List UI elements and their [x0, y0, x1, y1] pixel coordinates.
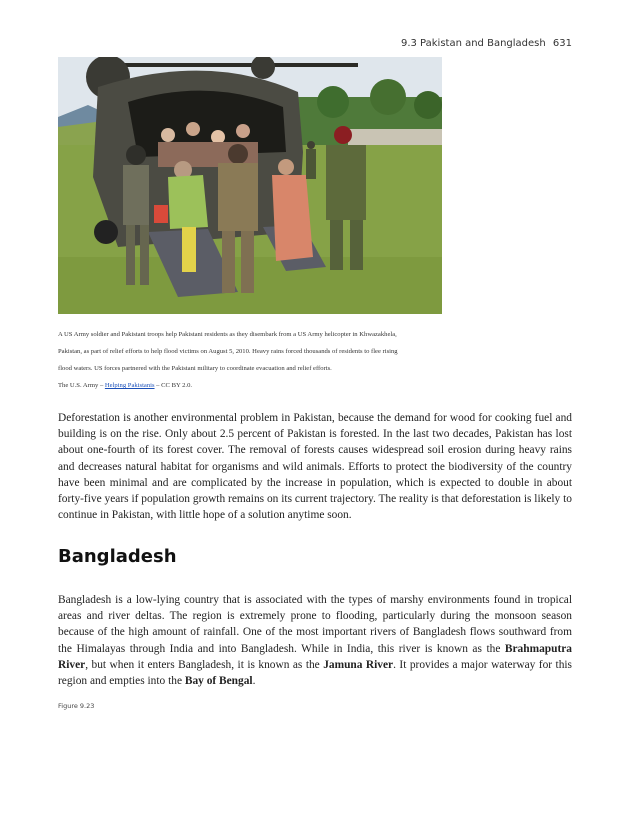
term-jamuna: Jamuna River	[323, 658, 394, 671]
section-heading: Bangladesh	[58, 546, 177, 567]
paragraph-text: Bangladesh is a low-lying country that is associated with the types of marshy environments found in tropical areas and river deltas. The region is extremely prone to flooding, particularly during the monsoon season because of the high amount of rainfall. One of the most important rivers of Bangladesh flows southward from the Himalayas through India and into Bangladesh. While in India, this river is known as the	[58, 594, 572, 655]
body-paragraph-deforestation: Deforestation is another environmental problem in Pakistan, because the demand for wood for cooking fuel and building is on the rise. Only about 2.5 percent of Pakistan is forested. In the last two decades, Pakistan has lost about one-fourth of its forest cover. The removal of forests causes widespread soil erosion during heavy rains and decreases natural habitat for organisms and wild animals. Efforts to protect the biodiversity of the country have been minimal and are complicated by the increase in population, which is expected to double in about forty-five years if population growth remains on its current trajectory. The reality is that deforestation is likely to continue in Pakistan, with little hope of a solution anytime soon.	[58, 412, 572, 522]
term-brahmaputra: Brahmaputra River	[58, 642, 572, 671]
page-number: 631	[552, 38, 572, 49]
caption-line: A US Army soldier and Pakistani troops help Pakistani residents as they disembark from a US Army helicopter in Khwazakhela,	[58, 331, 397, 338]
figure-caption	[58, 326, 458, 377]
caption-line: Pakistan, as part of relief efforts to help flood victims on August 5, 2010. Heavy rains forced thousands of residents to flee rising	[58, 348, 398, 355]
figure-label: Figure 9.23	[58, 702, 95, 710]
term-bay-of-bengal: Bay of Bengal	[184, 675, 253, 688]
figure-photo	[58, 57, 442, 314]
credit-suffix: – CC BY 2.0.	[154, 382, 193, 389]
body-paragraph-bangladesh	[58, 592, 572, 689]
section-reference: 9.3 Pakistan and Bangladesh	[400, 38, 546, 49]
paragraph-text: . It provides a major waterway for this region and empties into the	[58, 658, 572, 688]
credit-prefix: The U.S. Army –	[58, 382, 105, 389]
paragraph-text: , but when it enters Bangladesh, it is known as the	[85, 658, 324, 671]
running-header	[401, 38, 572, 49]
caption-line: flood waters. US forces partnered with the Pakistani military to coordinate evacuation and relief efforts.	[58, 365, 332, 372]
paragraph-text: .	[252, 675, 256, 688]
credit-link[interactable]: Helping Pakistanis	[104, 382, 155, 389]
figure-credit	[58, 382, 192, 389]
